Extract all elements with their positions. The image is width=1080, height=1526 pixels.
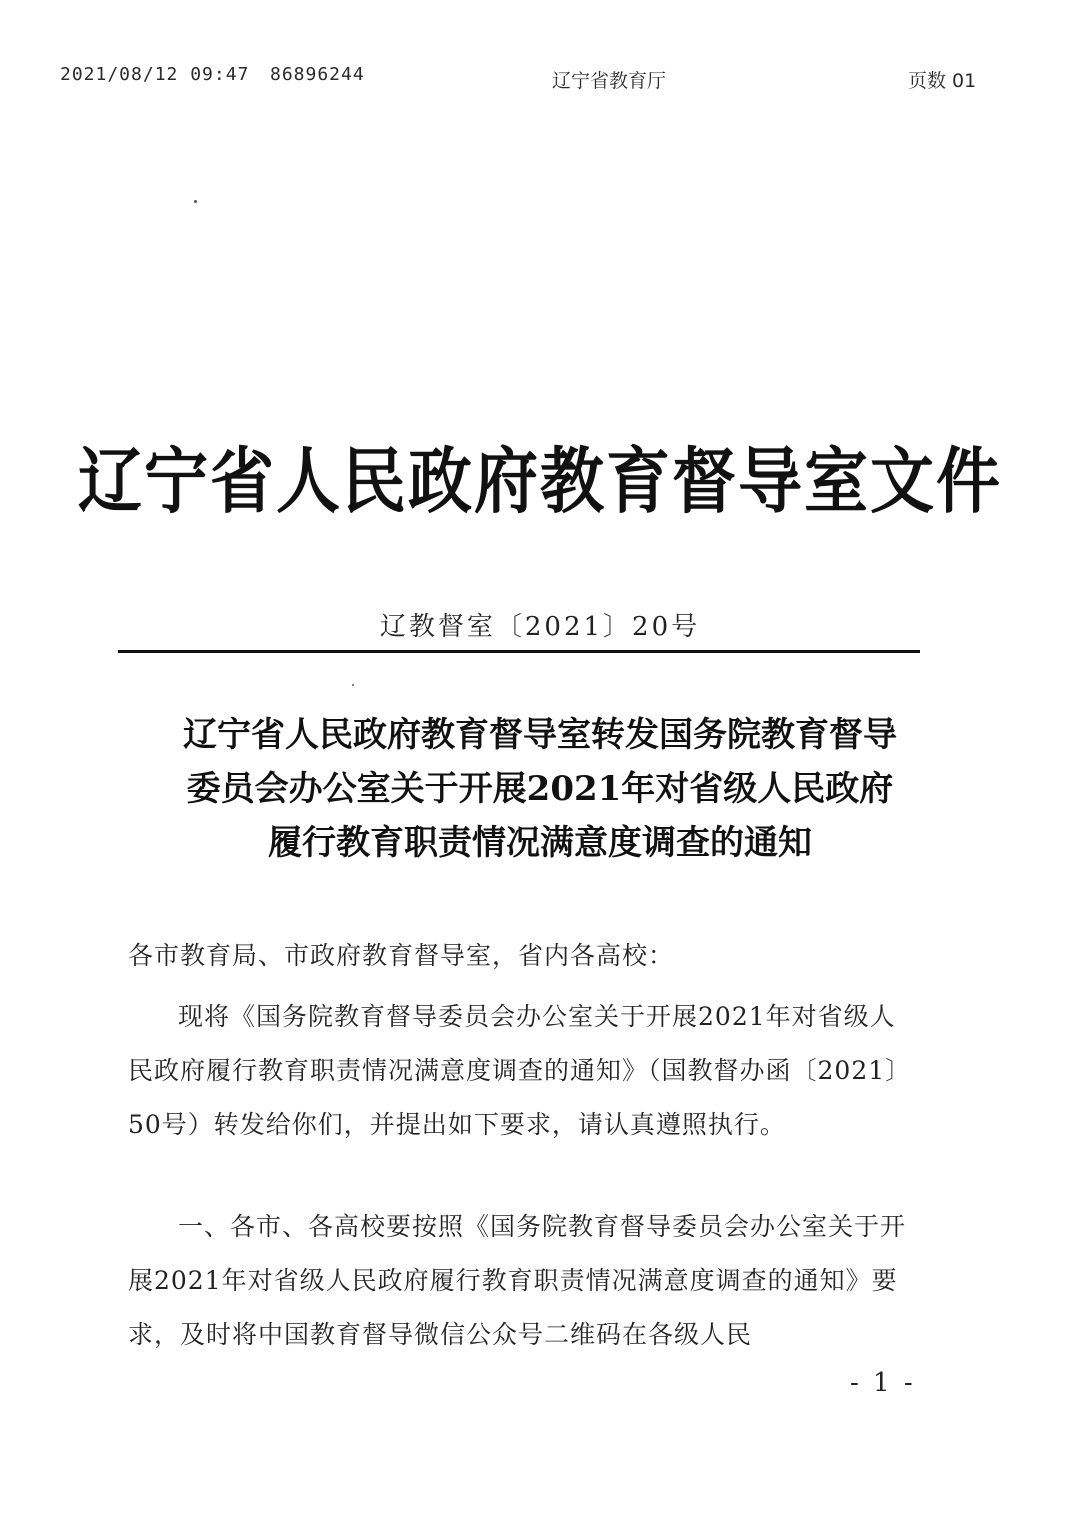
body-paragraph: 现将《国务院教育督导委员会办公室关于开展2021年对省级人民政府履行教育职责情况满意度调查的通知》（国教督办函〔2021〕50号）转发给你们，并提出如下要求，请认真遵照执行。 — [128, 1002, 912, 1139]
notice-title-line: 辽宁省人民政府教育督导室转发国务院教育督导 — [183, 715, 897, 755]
fax-page-count: 页数 01 — [908, 70, 977, 92]
title-rule — [118, 650, 920, 653]
org-title: 辽宁省人民政府教育督导室文件 — [78, 440, 1002, 525]
body-paragraph: 一、各市、各高校要按照《国务院教育督导委员会办公室关于开展2021年对省级人民政府履行教育职责情况满意度调查的通知》要求，及时将中国教育督导微信公众号二维码在各级人民 — [128, 1212, 907, 1349]
fax-sender: 辽宁省教育厅 — [552, 70, 667, 92]
fax-number: 86896244 — [270, 64, 365, 85]
fax-datetime: 2021/08/12 09:47 — [60, 64, 250, 85]
notice-title-line: 履行教育职责情况满意度调查的通知 — [268, 823, 812, 863]
scan-speck — [194, 200, 197, 203]
doc-number: 辽教督室〔2021〕20号 — [379, 612, 701, 642]
scan-speck — [352, 684, 354, 686]
page-number: - 1 - — [850, 1368, 916, 1398]
notice-title-line: 委员会办公室关于开展2021年对省级人民政府 — [186, 769, 894, 809]
salutation: 各市教育局、市政府教育督导室，省内各高校： — [128, 941, 675, 970]
notice-title — [120, 708, 960, 870]
fax-header — [0, 64, 1080, 94]
